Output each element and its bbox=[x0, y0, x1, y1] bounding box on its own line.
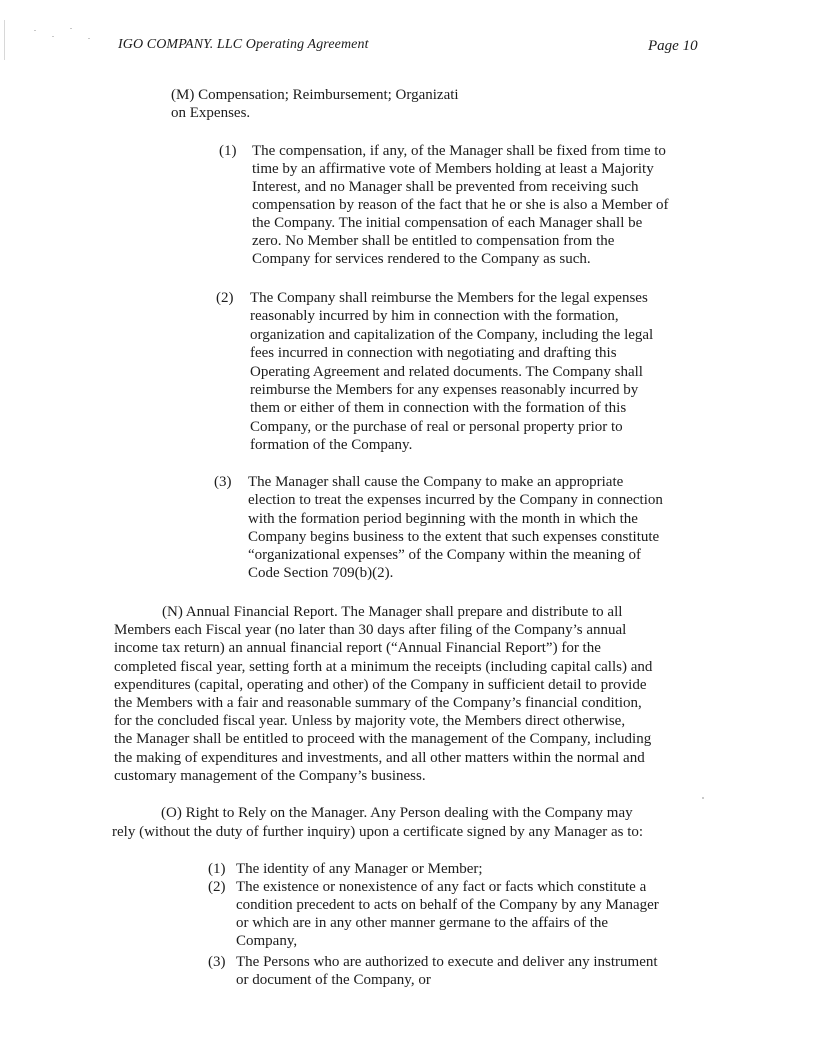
item-text bbox=[248, 473, 663, 583]
text-line: income tax return) an annual financial report (“Annual Financial Report”) for the bbox=[114, 640, 601, 657]
text-line: or document of the Company, or bbox=[236, 972, 431, 988]
text-line: the Manager shall be entitled to proceed with the management of the Company, including bbox=[114, 731, 652, 748]
text-line: “organizational expenses” of the Company within the meaning of bbox=[248, 547, 641, 564]
text-line: customary management of the Company’s business. bbox=[114, 767, 426, 784]
text-line: (N) Annual Financial Report. The Manager shall prepare and distribute to all bbox=[162, 604, 623, 620]
text-line: reasonably incurred by him in connection with the formation, bbox=[250, 308, 619, 325]
text-line: The compensation, if any, of the Manager shall be fixed from time to bbox=[252, 143, 666, 159]
text-line: reimburse the Members for any expenses reasonably incurred by bbox=[250, 382, 639, 399]
text-line: for the concluded fiscal year. Unless by majority vote, the Members direct otherwise, bbox=[114, 713, 626, 730]
text-line: compensation by reason of the fact that he or she is also a Member of bbox=[252, 197, 669, 213]
text-line: election to treat the expenses incurred by the Company in connection bbox=[248, 492, 663, 509]
text-line: the Company. The initial compensation of each Manager shall be bbox=[252, 215, 643, 231]
text-line: The Company shall reimburse the Members for the legal expenses bbox=[250, 290, 648, 306]
item-number: (1) bbox=[208, 861, 226, 877]
text-line: Operating Agreement and related documents. The Company shall bbox=[250, 363, 643, 380]
item-number: (1) bbox=[219, 143, 237, 159]
text-line: them or either of them in connection with the formation of this bbox=[250, 400, 627, 417]
section-m-heading-line: on Expenses. bbox=[171, 105, 251, 121]
section-m-heading-line: (M) Compensation; Reimbursement; Organizati bbox=[171, 87, 459, 103]
text-line: rely (without the duty of further inquiry) upon a certificate signed by any Manager as to: bbox=[112, 824, 644, 840]
text-line: with the formation period beginning with the month in which the bbox=[248, 510, 638, 527]
text-line: The Persons who are authorized to execute and deliver any instrument bbox=[236, 954, 658, 970]
text-line: Members each Fiscal year (no later than 30 days after filing of the Company’s annual bbox=[114, 622, 627, 639]
text-line: The identity of any Manager or Member; bbox=[236, 861, 483, 877]
text-line: Company begins business to the extent that such expenses constitute bbox=[248, 528, 660, 545]
scan-edge-mark bbox=[4, 20, 5, 60]
item-text bbox=[252, 142, 669, 268]
item-text bbox=[250, 289, 653, 455]
section-n-paragraph bbox=[114, 603, 652, 785]
item-number: (3) bbox=[208, 954, 226, 970]
section-m-heading bbox=[171, 86, 459, 122]
text-line: Interest, and no Manager shall be prevented from receiving such bbox=[252, 179, 639, 195]
text-line: formation of the Company. bbox=[250, 437, 413, 454]
item-number: (2) bbox=[216, 290, 234, 306]
scan-noise bbox=[30, 24, 110, 44]
text-line: Code Section 709(b)(2). bbox=[248, 565, 394, 582]
text-line: The existence or nonexistence of any fact or facts which constitute a bbox=[236, 879, 647, 895]
text-line: the making of expenditures and investments, and all other matters within the normal and bbox=[114, 749, 645, 766]
page-number: Page 10 bbox=[648, 38, 698, 54]
text-line: the Members with a fair and reasonable summary of the Company’s financial condition, bbox=[114, 695, 642, 712]
item-number: (3) bbox=[214, 474, 232, 490]
item-text bbox=[236, 953, 658, 989]
text-line: or which are in any other manner germane to the affairs of the bbox=[236, 915, 609, 931]
text-line: (O) Right to Rely on the Manager. Any Person dealing with the Company may bbox=[161, 805, 633, 821]
item-text bbox=[236, 860, 483, 878]
text-line: condition precedent to acts on behalf of the Company by any Manager bbox=[236, 897, 659, 913]
section-o-paragraph bbox=[112, 804, 643, 842]
text-line: time by an affirmative vote of Members holding at least a Majority bbox=[252, 161, 654, 177]
text-line: Company for services rendered to the Company as such. bbox=[252, 251, 591, 267]
text-line: zero. No Member shall be entitled to compensation from the bbox=[252, 233, 615, 249]
header-title: IGO COMPANY. LLC Operating Agreement bbox=[118, 37, 369, 52]
text-line: completed fiscal year, setting forth at a minimum the receipts (including capital calls) and bbox=[114, 658, 653, 675]
text-line: Company, or the purchase of real or personal property prior to bbox=[250, 418, 623, 435]
item-number: (2) bbox=[208, 879, 226, 895]
item-text bbox=[236, 878, 659, 950]
text-line: organization and capitalization of the Company, including the legal bbox=[250, 326, 654, 343]
text-line: The Manager shall cause the Company to make an appropriate bbox=[248, 474, 624, 490]
scan-speck bbox=[702, 797, 704, 799]
text-line: expenditures (capital, operating and other) of the Company in sufficient detail to provide bbox=[114, 676, 647, 693]
text-line: Company, bbox=[236, 933, 298, 949]
text-line: fees incurred in connection with negotiating and drafting this bbox=[250, 345, 617, 362]
